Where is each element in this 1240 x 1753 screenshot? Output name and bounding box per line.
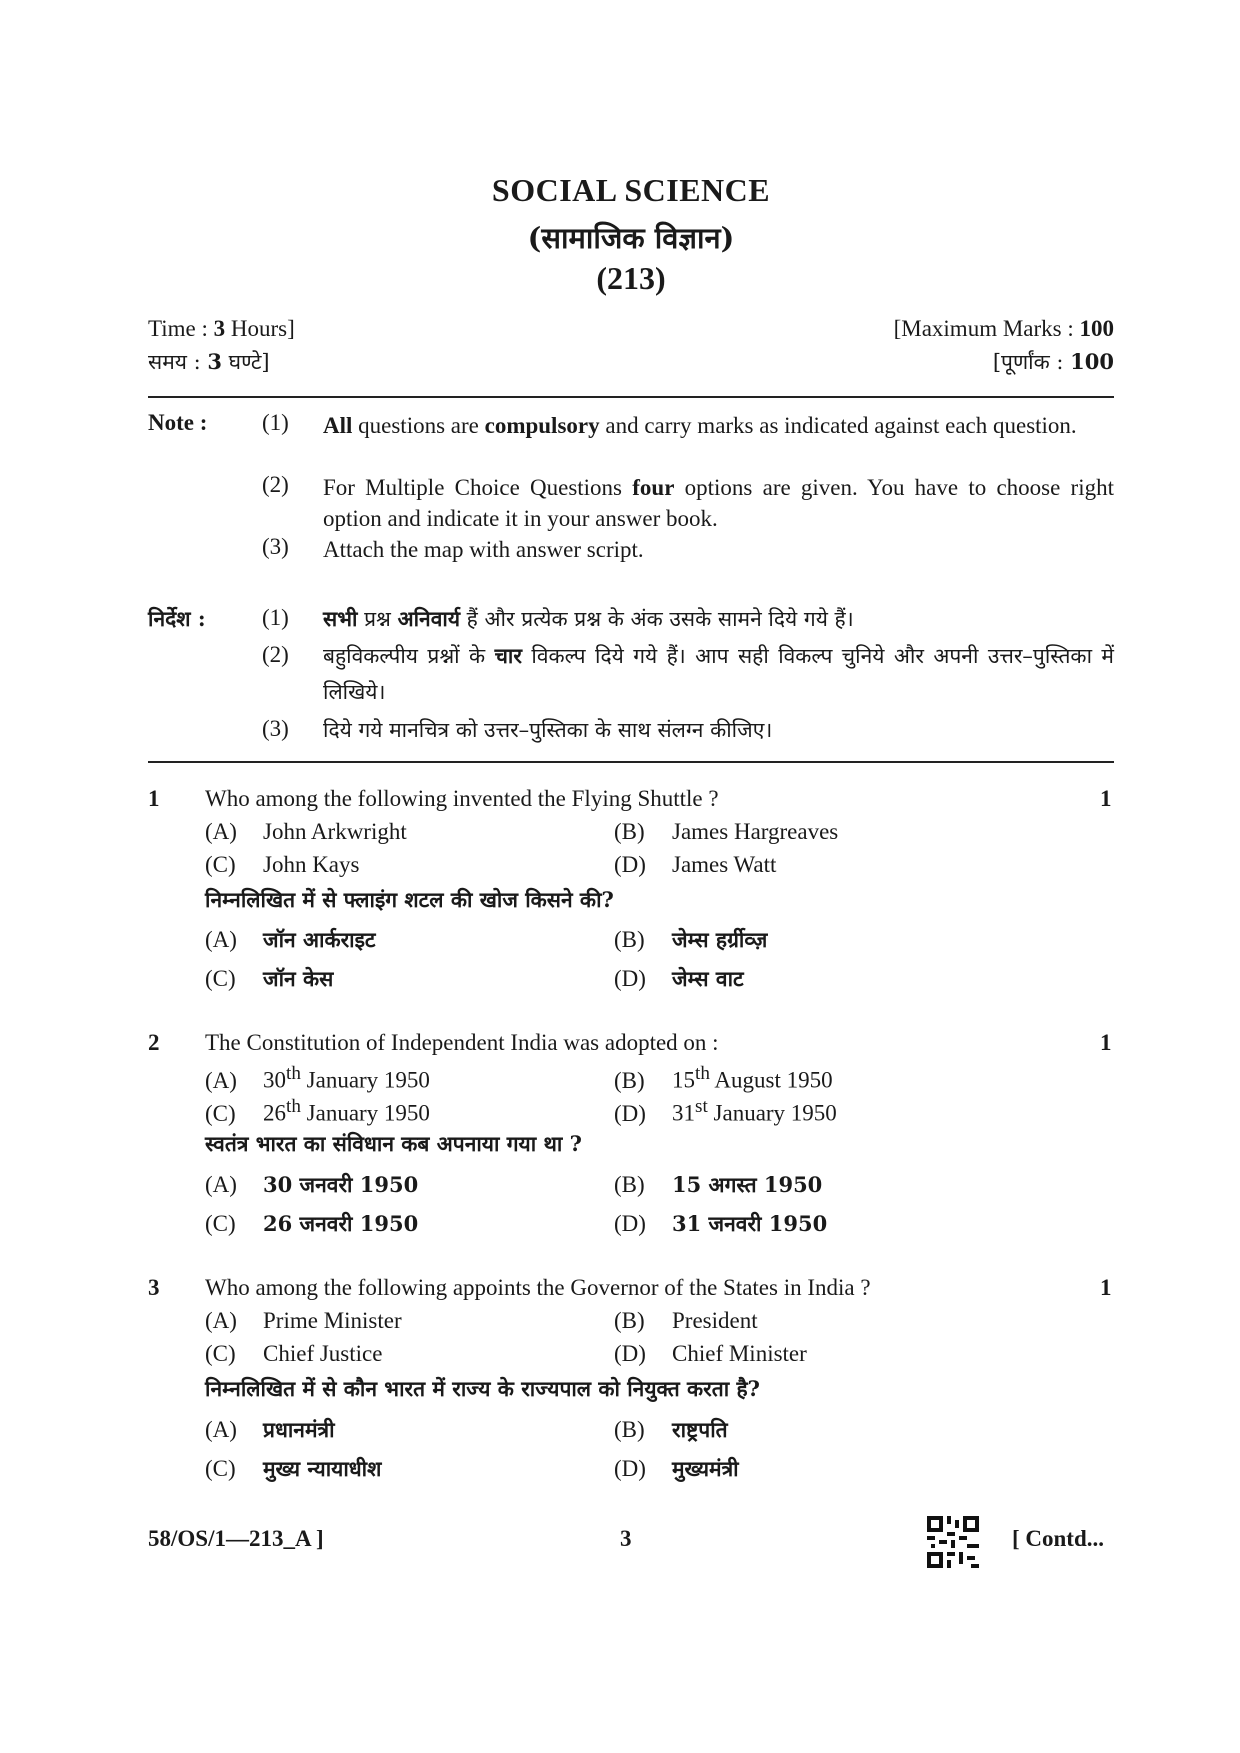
q2-option-d: (D) 31st January 1950 [614,1096,837,1126]
nirdesh-item-3: दिये गये मानचित्र को उत्तर–पुस्तिका के साथ संलग्न कीजिए। [323,718,773,742]
nirdesh-item-2: बहुविकल्पीय प्रश्नों के चार विकल्प दिये गये हैं। आप सही विकल्प चुनिये और अपनी उत्तर–पुस्तिका में लिखिये। [323,643,1114,704]
q2-option-c: (C) 26th January 1950 [205,1096,430,1126]
q3-option-c: (C) Chief Justice [205,1341,383,1366]
q2-option-b: (B) 15th August 1950 [614,1063,833,1093]
paper-title: SOCIAL SCIENCE [491,172,771,208]
question-1-marks: 1 [1100,786,1112,811]
question-2-text: The Constitution of Independent India was adopted on : [205,1030,719,1055]
q1-option-d: (D) James Watt [614,852,777,877]
qr-code-icon [927,1516,979,1568]
nirdesh-num-3: (3) [262,716,289,741]
q3-option-d-hindi: (D) मुख्यमंत्री [614,1456,739,1481]
question-3-number: 3 [148,1275,160,1300]
q1-option-a-hindi: (A) जॉन आर्कराइट [205,927,376,952]
time-hi: समय : 3 घण्टे] [148,349,270,374]
q3-option-b: (B) President [614,1308,758,1333]
q3-option-c-hindi: (C) मुख्य न्यायाधीश [205,1456,382,1481]
q2-option-a-hindi: (A) 30 जनवरी 1950 [205,1172,419,1197]
question-2-text-hindi: स्वतंत्र भारत का संविधान कब अपनाया गया था ? [205,1131,582,1156]
nirdesh-item-1: सभी प्रश्न अनिवार्य हैं और प्रत्येक प्रश्न के अंक उसके सामने दिये गये हैं। [323,606,854,631]
nirdesh-num-1: (1) [262,605,289,630]
max-marks-hi: [पूर्णांक : 100 [992,349,1114,374]
q3-option-b-hindi: (B) राष्ट्रपति [614,1417,728,1442]
note-num-3: (3) [262,534,289,559]
divider-top [148,396,1114,398]
nirdesh-label: निर्देश : [148,606,206,631]
note-num-1: (1) [262,410,289,435]
q1-option-c: (C) John Kays [205,852,360,877]
q3-option-a-hindi: (A) प्रधानमंत्री [205,1417,335,1442]
question-1-text-hindi: निम्नलिखित में से फ्लाइंग शटल की खोज किसने की? [205,887,614,912]
page-number: 3 [620,1526,632,1551]
continued-label: [ Contd... [1012,1526,1105,1551]
q2-option-b-hindi: (B) 15 अगस्त 1950 [614,1172,823,1197]
q1-option-a: (A) John Arkwright [205,819,407,844]
question-2-marks: 1 [1100,1030,1112,1055]
q2-option-c-hindi: (C) 26 जनवरी 1950 [205,1211,419,1236]
q3-option-d: (D) Chief Minister [614,1341,807,1366]
q1-option-b-hindi: (B) जेम्स हर्ग्रीव्ज़ [614,927,768,952]
max-marks-en: [Maximum Marks : 100 [893,316,1114,341]
question-1-text: Who among the following invented the Flying Shuttle ? [205,786,719,811]
q1-option-d-hindi: (D) जेम्स वाट [614,966,744,991]
q1-option-b: (B) James Hargreaves [614,819,839,844]
question-3-text-hindi: निम्नलिखित में से कौन भारत में राज्य के राज्यपाल को नियुक्त करता है? [205,1376,760,1401]
question-3-text: Who among the following appoints the Governor of the States in India ? [205,1275,871,1300]
note-item-2: For Multiple Choice Questions four options are given. You have to choose right option and indicate it in your answer book. [323,475,1114,531]
time-en: Time : 3 Hours] [148,316,295,341]
note-label: Note : [148,410,208,435]
question-2-number: 2 [148,1030,160,1055]
q1-option-c-hindi: (C) जॉन केस [205,966,334,991]
paper-title-hindi: (सामाजिक विज्ञान) [527,221,735,255]
nirdesh-num-2: (2) [262,642,289,667]
q2-option-d-hindi: (D) 31 जनवरी 1950 [614,1211,828,1236]
question-3-marks: 1 [1100,1275,1112,1300]
note-item-3: Attach the map with answer script. [323,537,644,562]
q3-option-a: (A) Prime Minister [205,1308,402,1333]
paper-code: (213) [596,260,666,296]
q2-option-a: (A) 30th January 1950 [205,1063,430,1093]
divider-bottom [148,761,1114,763]
note-num-2: (2) [262,472,289,497]
question-1-number: 1 [148,786,160,811]
paper-code-footer: 58/OS/1—213_A ] [148,1526,324,1551]
note-item-1: All questions are compulsory and carry marks as indicated against each question. [323,413,1077,438]
